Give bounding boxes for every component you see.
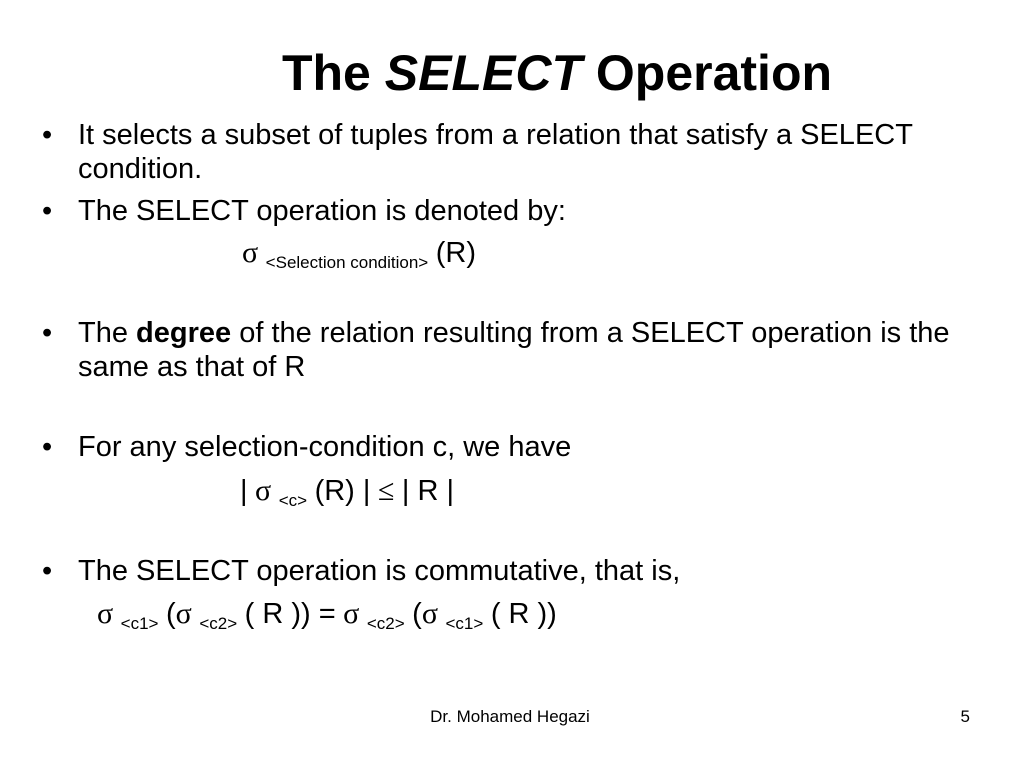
bullet-text: The SELECT operation is commutative, that is,: [78, 555, 681, 587]
formula-rhs: | R |: [401, 475, 455, 507]
formula-argument: ( R )): [490, 598, 557, 630]
formula-argument: ( R )) =: [244, 598, 336, 630]
sigma-symbol: σ: [97, 597, 114, 630]
bullet-dot: •: [42, 119, 53, 151]
slide-title: [0, 40, 1024, 106]
bullet-text-prefix: The: [78, 317, 137, 349]
sigma-symbol: σ: [255, 474, 272, 507]
formula-denotation: [242, 236, 476, 274]
footer-author: Dr. Mohamed Hegazi: [430, 707, 590, 726]
bullet-text-suffix: of the relation resulting from a SELECT operation is the same as that of R: [78, 317, 950, 383]
formula-commutative: [97, 597, 557, 635]
leq-symbol: ≤: [377, 474, 395, 507]
paren-open: (: [165, 598, 176, 630]
page-number: 5: [960, 707, 970, 726]
bullet-dot: •: [42, 317, 53, 349]
formula-subscript: <Selection condition>: [265, 253, 429, 272]
formula-subscript: <c>: [278, 491, 308, 510]
formula-subscript: <c1>: [445, 614, 484, 633]
formula-subscript: <c2>: [366, 614, 405, 633]
abs-bar: |: [240, 475, 248, 507]
formula-argument: (R) |: [314, 475, 371, 507]
formula-subscript: <c2>: [199, 614, 238, 633]
formula-subscript: <c1>: [120, 614, 159, 633]
sigma-symbol: σ: [343, 597, 360, 630]
title-prefix: The: [281, 45, 385, 101]
bullet-bold-term: degree: [136, 317, 232, 349]
bullet-dot: •: [42, 431, 53, 463]
bullet-text: It selects a subset of tuples from a relation that satisfy a SELECT condition.: [78, 119, 913, 185]
title-suffix: Operation: [582, 45, 833, 101]
sigma-symbol: σ: [175, 597, 192, 630]
bullet-dot: •: [42, 555, 53, 587]
title-emphasis: SELECT: [384, 45, 582, 101]
bullet-text: [78, 316, 978, 384]
bullet-text: The SELECT operation is denoted by:: [78, 195, 566, 227]
sigma-symbol: σ: [421, 597, 438, 630]
formula-cardinality: [240, 474, 454, 512]
bullet-dot: •: [42, 195, 53, 227]
formula-argument: (R): [435, 237, 476, 269]
paren-open: (: [412, 598, 422, 630]
bullet-text: For any selection-condition c, we have: [78, 431, 572, 463]
sigma-symbol: σ: [242, 236, 259, 269]
